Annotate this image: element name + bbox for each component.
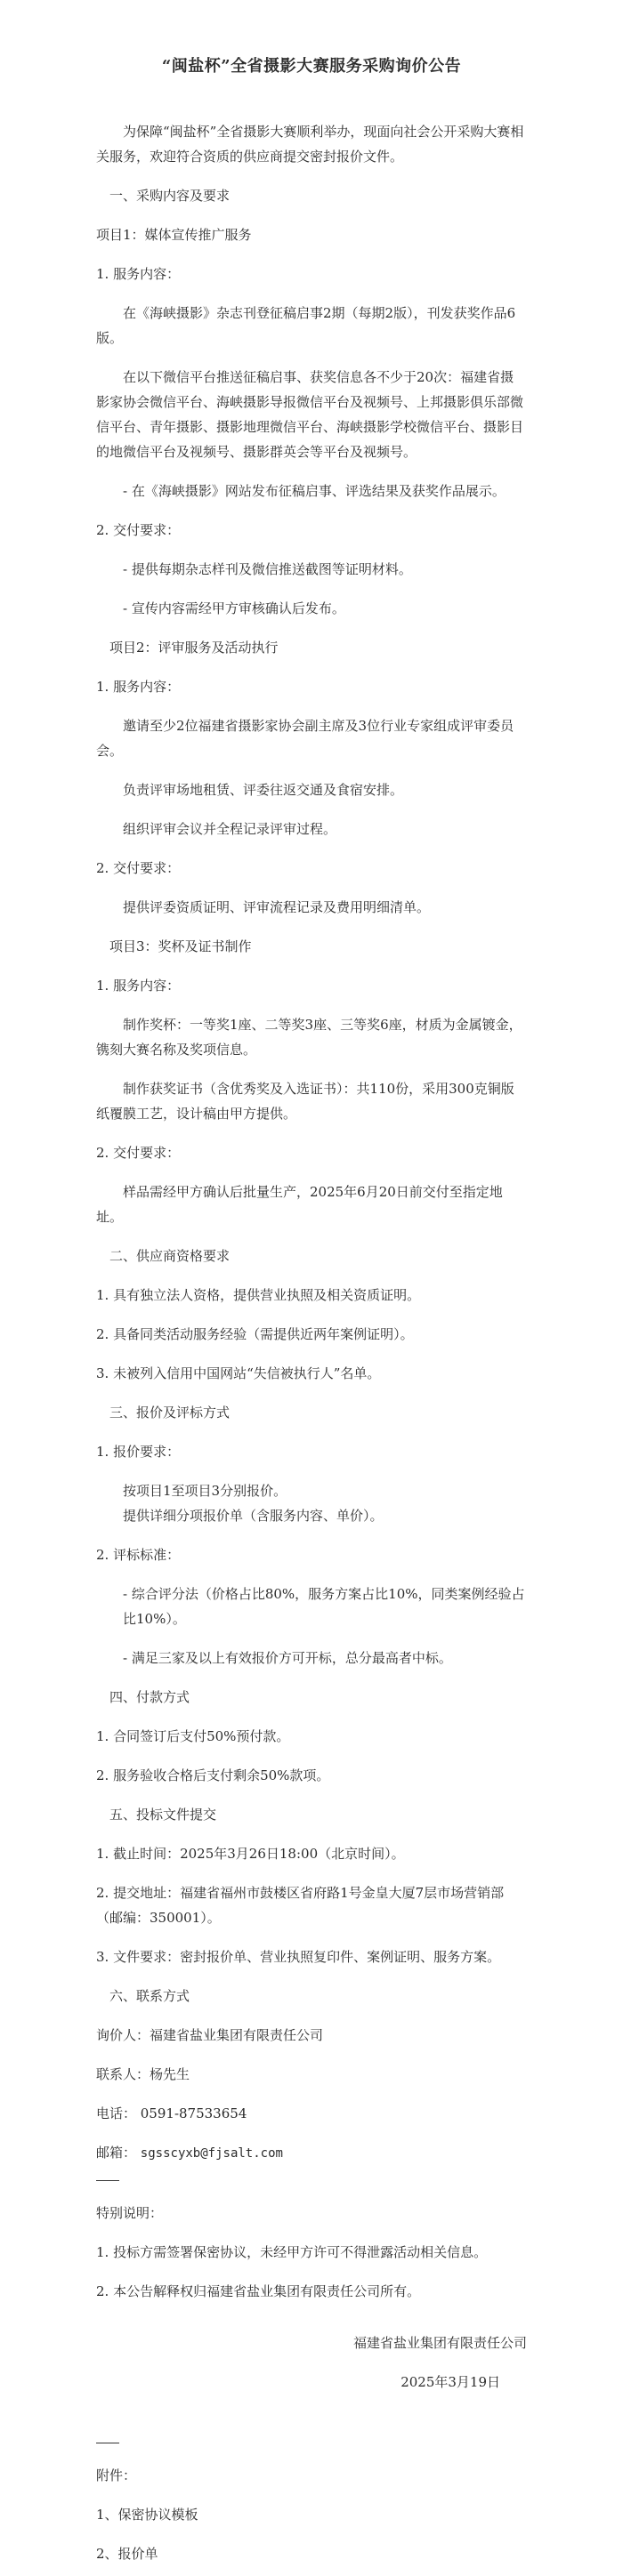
paragraph: 按项目1至项目3分别报价。 bbox=[123, 1483, 287, 1499]
list-item: 3. 未被列入信用中国网站“失信被执行人”名单。 bbox=[96, 1365, 381, 1381]
separator-rule bbox=[96, 2180, 119, 2181]
signature-org: 福建省盐业集团有限责任公司 bbox=[352, 2335, 527, 2351]
paragraph: 在以下微信平台推送征稿启事、获奖信息各不少于20次：福建省摄影家协会微信平台、海峡摄影导报微信平台及视频号、上邦摄影俱乐部微信平台、青年摄影、摄影地理微信平台、海峡摄影学校微信平台、摄影目的地微信平台及视频号、摄影群英会等平台及视频号。 bbox=[96, 369, 524, 460]
paragraph: 制作获奖证书（含优秀奖及入选证书）：共110份，采用300克铜版纸覆膜工艺，设计稿由甲方提供。 bbox=[96, 1081, 514, 1122]
list-item: 2. 服务验收合格后支付剩余50%款项。 bbox=[96, 1767, 330, 1783]
section-heading: 一、采购内容及要求 bbox=[109, 188, 231, 204]
intro-paragraph: 为保障“闽盐杯”全省摄影大赛顺利举办，现面向社会公开采购大赛相关服务，欢迎符合资质的供应商提交密封报价文件。 bbox=[96, 124, 524, 165]
paragraph: - 在《海峡摄影》网站发布征稿启事、评选结果及获奖作品展示。 bbox=[123, 483, 506, 499]
paragraph: 邀请至少2位福建省摄影家协会副主席及3位行业专家组成评审委员会。 bbox=[96, 718, 514, 759]
email-link[interactable]: sgsscyxb@fjsalt.com bbox=[140, 2146, 283, 2161]
project-heading: 项目1：媒体宣传推广服务 bbox=[96, 227, 252, 243]
list-item: 3. 文件要求：密封报价单、营业执照复印件、案例证明、服务方案。 bbox=[96, 1949, 501, 1965]
paragraph: - 宣传内容需经甲方审核确认后发布。 bbox=[123, 600, 345, 616]
paragraph: 样品需经甲方确认后批量生产，2025年6月20日前交付至指定地址。 bbox=[96, 1184, 503, 1225]
list-item: 1. 具有独立法人资格，提供营业执照及相关资质证明。 bbox=[96, 1287, 421, 1303]
section-heading: 四、付款方式 bbox=[109, 1689, 190, 1705]
notes-heading: 特别说明： bbox=[96, 2205, 164, 2221]
list-item: 1. 截止时间：2025年3月26日18:00（北京时间）。 bbox=[96, 1846, 405, 1862]
contact-person-line: 联系人：杨先生 bbox=[96, 2066, 190, 2082]
sub-heading: 2. 交付要求： bbox=[96, 860, 181, 876]
attachment-link[interactable]: 1、保密协议模板 bbox=[96, 2507, 198, 2523]
paragraph: 组织评审会议并全程记录评审过程。 bbox=[123, 821, 337, 837]
section-heading: 二、供应商资格要求 bbox=[109, 1248, 231, 1264]
email-line bbox=[96, 2140, 527, 2166]
section-heading: 六、联系方式 bbox=[109, 1988, 190, 2004]
signature-date: 2025年3月19日 bbox=[400, 2374, 500, 2390]
paragraph: 提供评委资质证明、评审流程记录及费用明细清单。 bbox=[123, 899, 431, 915]
inquirer-line: 询价人：福建省盐业集团有限责任公司 bbox=[96, 2027, 324, 2043]
paragraph: 在《海峡摄影》杂志刊登征稿启事2期（每期2版），刊发获奖作品6版。 bbox=[96, 305, 516, 346]
list-item: 2. 具备同类活动服务经验（需提供近两年案例证明）。 bbox=[96, 1326, 414, 1342]
sub-heading: 1. 服务内容： bbox=[96, 679, 181, 695]
note-item: 2. 本公告解释权归福建省盐业集团有限责任公司所有。 bbox=[96, 2283, 421, 2299]
paragraph: - 满足三家及以上有效报价方可开标，总分最高者中标。 bbox=[123, 1650, 452, 1666]
email-label: 邮箱： bbox=[96, 2145, 137, 2161]
sub-heading: 1. 服务内容： bbox=[96, 978, 181, 994]
paragraph: - 提供每期杂志样刊及微信推送截图等证明材料。 bbox=[123, 561, 412, 577]
paragraph: 负责评审场地租赁、评委往返交通及食宿安排。 bbox=[123, 782, 404, 798]
phone-line: 电话： 0591-87533654 bbox=[96, 2105, 247, 2121]
note-item: 1. 投标方需签署保密协议，未经甲方许可不得泄露活动相关信息。 bbox=[96, 2244, 488, 2260]
project-heading: 项目3：奖杯及证书制作 bbox=[109, 938, 252, 954]
paragraph: - 综合评分法（价格占比80%，服务方案占比10%，同类案例经验占比10%）。 bbox=[123, 1586, 525, 1627]
attachments-heading: 附件： bbox=[96, 2467, 137, 2483]
sub-heading: 2. 评标标准： bbox=[96, 1547, 181, 1563]
sub-heading: 1. 服务内容： bbox=[96, 266, 181, 282]
list-item: 2. 提交地址：福建省福州市鼓楼区省府路1号金皇大厦7层市场营销部（邮编：350001）。 bbox=[96, 1885, 505, 1926]
sub-heading: 2. 交付要求： bbox=[96, 522, 181, 538]
attachment-link[interactable]: 2、报价单 bbox=[96, 2546, 158, 2562]
sub-heading: 2. 交付要求： bbox=[96, 1145, 181, 1161]
paragraph: 提供详细分项报价单（含服务内容、单价）。 bbox=[123, 1508, 384, 1524]
section-heading: 五、投标文件提交 bbox=[109, 1807, 217, 1823]
project-heading: 项目2：评审服务及活动执行 bbox=[109, 640, 279, 656]
paragraph: 制作奖杯：一等奖1座、二等奖3座、三等奖6座，材质为金属镀金，镌刻大赛名称及奖项信息。 bbox=[96, 1017, 522, 1058]
document-title: “闽盐杯”全省摄影大赛服务采购询价公告 bbox=[161, 57, 462, 76]
sub-heading: 1. 报价要求： bbox=[96, 1444, 181, 1460]
section-heading: 三、报价及评标方式 bbox=[109, 1405, 231, 1421]
list-item: 1. 合同签订后支付50%预付款。 bbox=[96, 1728, 290, 1744]
